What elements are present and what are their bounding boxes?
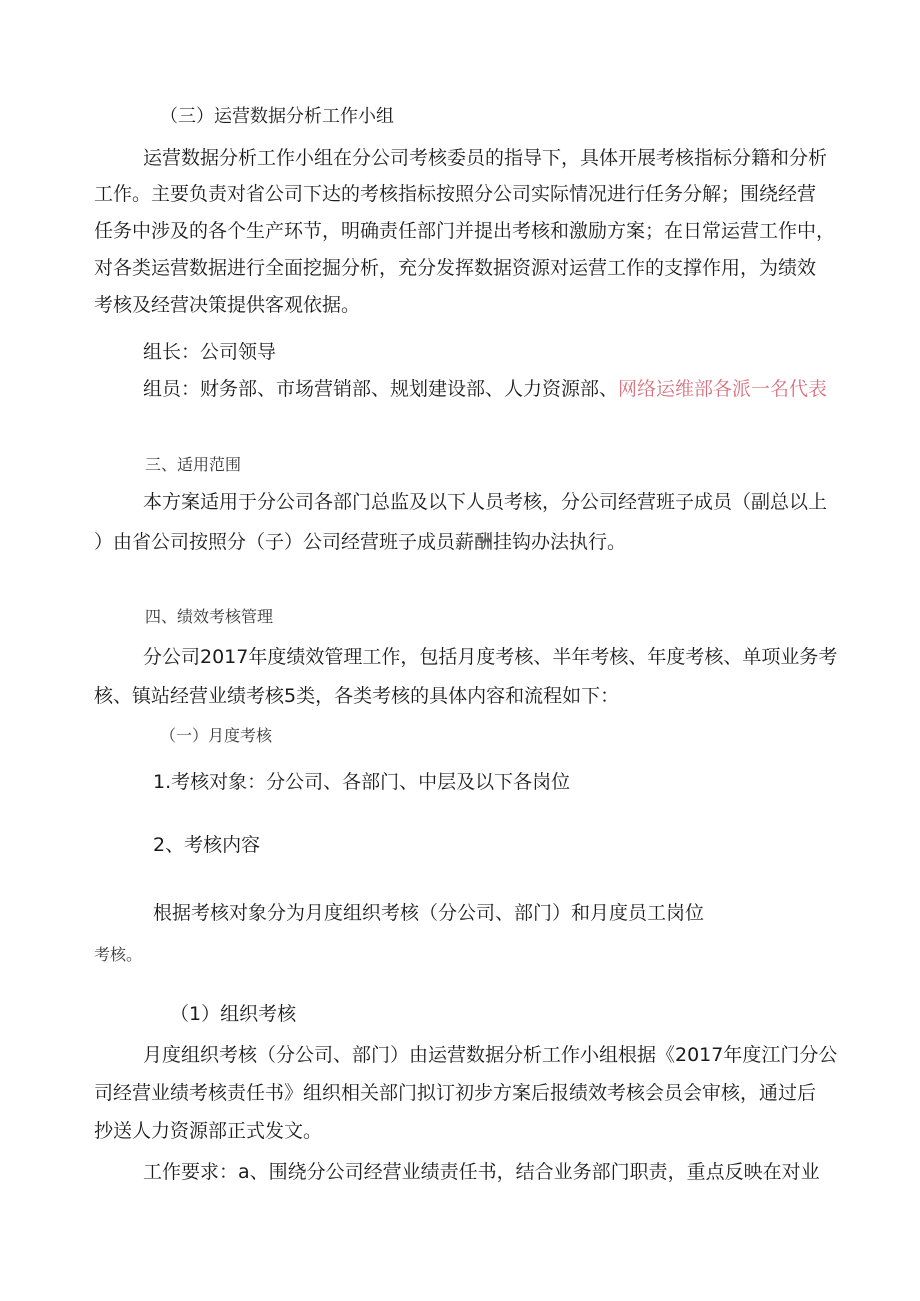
paragraph-line: 根据考核对象分为月度组织考核（分公司、部门）和月度员工岗位 [153, 902, 705, 924]
paragraph-line: 抄送人力资源部正式发文。 [94, 1120, 323, 1142]
paragraph-line: 月度组织考核（分公司、部门）由运营数据分析工作小组根据《2017年度江门分公 [143, 1044, 838, 1066]
subsection-heading-org-assessment: （1）组织考核 [170, 1003, 297, 1025]
section-heading-operations-group: （三）运营数据分析工作小组 [160, 106, 394, 127]
paragraph-line: ）由省公司按照分（子）公司经营班子成员薪酬挂钩办法执行。 [94, 531, 627, 553]
group-leader-line: 组长：公司领导 [143, 341, 277, 363]
list-item-assessment-content: 2、考核内容 [153, 834, 261, 856]
paragraph-line: 本方案适用于分公司各部门总监及以下人员考核，分公司经营班子成员（副总以上 [143, 491, 828, 513]
paragraph-line: 工作要求：a、围绕分公司经营业绩责任书，结合业务部门职责，重点反映在对业 [143, 1161, 820, 1183]
paragraph-line: 任务中涉及的各个生产环节，明确责任部门并提出考核和激励方案；在日常运营工作中， [94, 220, 836, 242]
list-item-assessment-target: 1.考核对象：分公司、各部门、中层及以下各岗位 [153, 771, 571, 793]
section-heading-scope: 三、适用范围 [145, 455, 242, 474]
paragraph-line: 司经营业绩考核责任书》组织相关部门拟订初步方案后报绩效考核会员会审核，通过后 [94, 1082, 817, 1104]
group-members-line [143, 376, 827, 402]
paragraph-line: 分公司2017年度绩效管理工作，包括月度考核、半年考核、年度考核、单项业务考 [143, 646, 838, 668]
group-members-highlight: 网络运维部各派一名代表 [618, 378, 828, 400]
paragraph-line: 核、镇站经营业绩考核5类，各类考核的具体内容和流程如下： [94, 685, 620, 707]
group-members-text: 组员：财务部、市场营销部、规划建设部、人力资源部、 [143, 378, 619, 400]
paragraph-line: 运营数据分析工作小组在分公司考核委员的指导下，具体开展考核指标分籍和分析 [143, 147, 828, 169]
paragraph-line: 考核。 [94, 945, 143, 964]
paragraph-line: 对各类运营数据进行全面挖掘分析，充分发挥数据资源对运营工作的支撑作用，为绩效 [94, 257, 817, 279]
paragraph-line: 考核及经营决策提供客观依据。 [94, 294, 361, 316]
section-heading-performance: 四、绩效考核管理 [145, 607, 274, 626]
paragraph-line: 工作。主要负责对省公司下达的考核指标按照分公司实际情况进行任务分解；围绕经营 [94, 183, 817, 205]
subsection-heading-monthly: （一）月度考核 [160, 726, 273, 745]
